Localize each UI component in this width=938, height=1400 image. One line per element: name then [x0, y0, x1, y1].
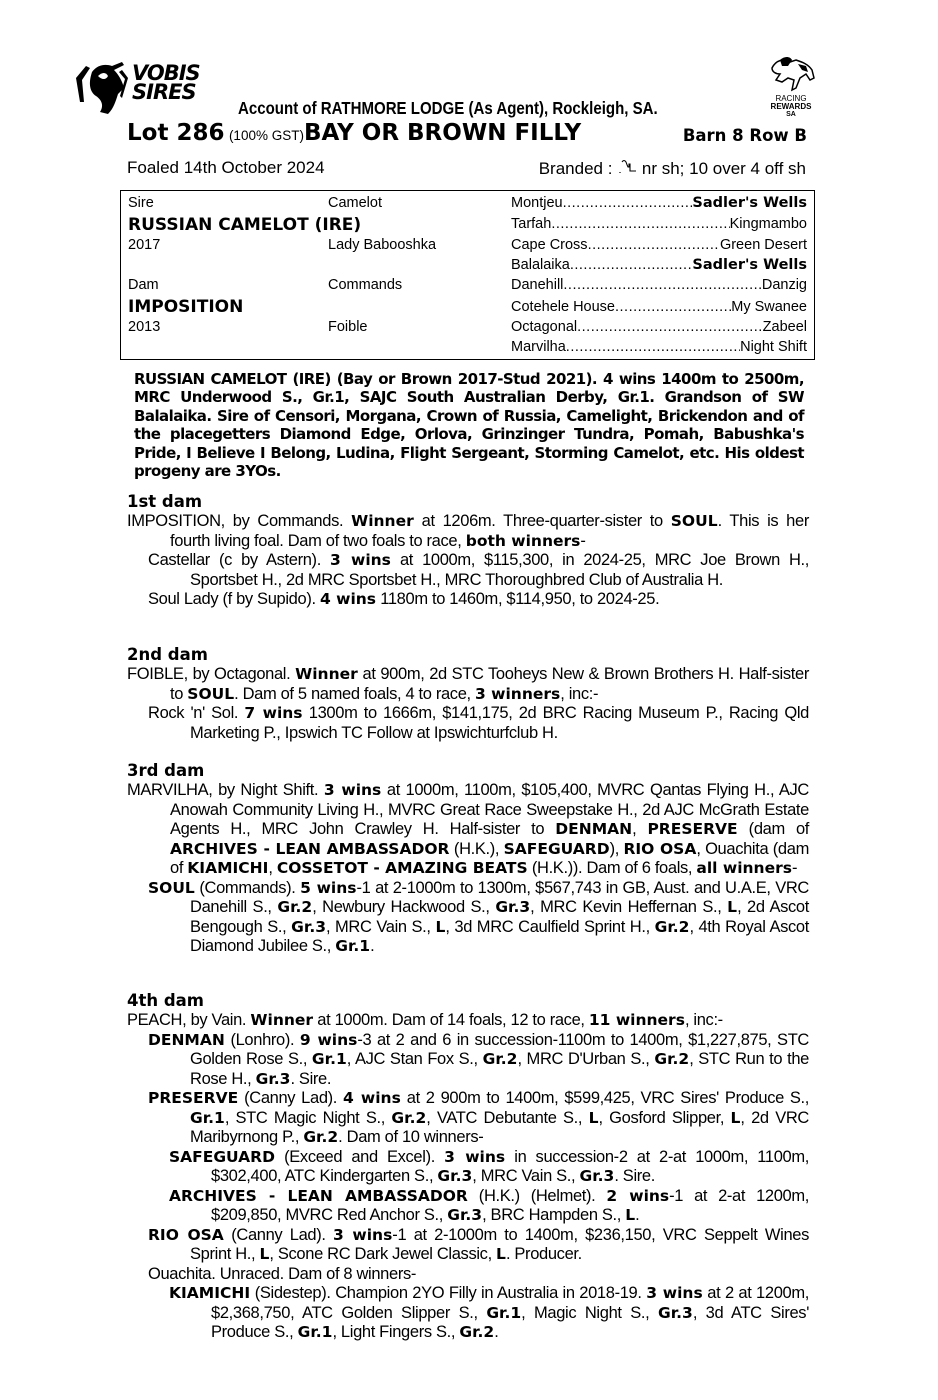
highlight-text: PRESERVE [148, 1089, 239, 1107]
highlight-text: Gr.3 [447, 1206, 483, 1224]
racehorse-icon [766, 54, 816, 94]
highlight-text: Gr.3 [437, 1167, 473, 1185]
highlight-text: 3 wins [444, 1147, 506, 1166]
highlight-text: Gr.2 [391, 1108, 427, 1127]
progeny-entry: Soul Lady (f by Supido). 4 wins 1180m to 1460m, $114,950, to 2024-25. [148, 590, 660, 608]
highlight-text: 3 wins [323, 781, 382, 799]
sire-label: Sire [128, 195, 154, 211]
highlight-text: 3 wins [333, 1225, 393, 1244]
gp-name: Marvilha [511, 339, 566, 355]
highlight-text: L [625, 1206, 636, 1224]
highlight-text: 9 wins [299, 1030, 358, 1049]
highlight-text: Gr.3 [495, 898, 531, 916]
grandparent-row [511, 195, 807, 211]
highlight-text: 3 winners [474, 684, 561, 703]
highlight-text: 11 winners [588, 1011, 685, 1029]
grandparent-row [511, 216, 807, 232]
grandparent-row [511, 339, 807, 355]
highlight-text: all winners [696, 859, 792, 877]
gp-sire: Danzig [761, 277, 807, 293]
highlight-text: Gr.3 [657, 1303, 693, 1322]
progeny-entry: RIO OSA (Canny Lad). 3 wins-1 at 2-1000m to 1400m, $236,150, VRC Seppelt Wines Sprint H., L, Scone RC Dark Jewel Classic, L. Producer. [148, 1225, 810, 1263]
barn-location: Barn 8 Row B [682, 126, 807, 145]
highlight-text: Gr.1 [486, 1303, 522, 1322]
section-4th-dam [127, 991, 809, 1343]
pedigree-table [120, 190, 815, 360]
dam-paragraph: PEACH, by Vain. Winner at 1000m. Dam of 14 foals, 12 to race, 11 winners, inc:- [127, 1011, 723, 1029]
section-title: 3rd dam [127, 761, 205, 780]
vobis-sires-logo [72, 58, 212, 116]
highlight-text: Gr.1 [190, 1108, 225, 1127]
logo-rewards-text: REWARDS [770, 102, 812, 111]
lot-heading [127, 120, 807, 150]
highlight-text: L [435, 917, 446, 936]
section-2nd-dam [127, 645, 809, 743]
branded-suffix: nr sh; 10 over 4 off sh [637, 159, 806, 178]
progeny-entry: DENMAN (Lonhro). 9 wins-3 at 2 and 6 in succession-1100m to 1400m, $1,227,875, STC Golden Rose S., Gr.1, AJC Stan Fox S., Gr.2, MRC D'Urban S., Gr.2, STC Run to the Rose H., Gr.3. Sire. [148, 1030, 809, 1088]
grandparent-row [511, 277, 807, 293]
gp-sire: Night Shift [740, 339, 807, 355]
highlight-text: DENMAN [555, 820, 633, 838]
dam-paragraph: FOIBLE, by Octagonal. Winner at 900m, 2d STC Tooheys New & Brown Brothers H. Half-sister to SOUL. Dam of 5 named foals, 4 to race, 3 winners, inc:- [127, 665, 809, 703]
gp-name: Balalaika [511, 257, 570, 273]
sire-dam: Lady Babooshka [328, 237, 437, 253]
highlight-text: Gr.3 [579, 1167, 615, 1185]
jockey-horse-icon [72, 58, 130, 116]
highlight-text: Gr.1 [335, 937, 371, 955]
dam-paragraph: IMPOSITION, by Commands. Winner at 1206m. Three-quarter-sister to SOUL. This is her fourth living foal. Dam of two foals to race, both winners- [127, 512, 809, 550]
highlight-text: SAFEGUARD [503, 839, 610, 858]
logo-sa-text: SA [786, 111, 796, 118]
highlight-text: 3 wins [330, 551, 391, 569]
gst-note: (100% GST) [228, 128, 304, 143]
lot-number: Lot 286 [127, 120, 225, 146]
lot-description: BAY OR BROWN FILLY [303, 120, 582, 146]
section-1st-dam [127, 492, 809, 610]
vobis-logo-line2: SIRES [132, 80, 196, 104]
gp-name: Tarfah [511, 216, 552, 232]
gp-sire: Zabeel [762, 319, 807, 335]
section-title: 1st dam [127, 492, 203, 511]
highlight-text: Gr.1 [311, 1050, 347, 1068]
progeny-entry: PRESERVE (Canny Lad). 4 wins at 2 900m to 1400m, $599,425, VRC Sires' Produce S., Gr.1, STC Magic Night S., Gr.2, VATC Debutante S., L, Gosford Slipper, L, 2d VRC Maribyrnong P., Gr.2. Dam of 10 winners- [148, 1089, 810, 1146]
sire-year: 2017 [128, 237, 161, 253]
highlight-text: RIO OSA [148, 1225, 224, 1244]
brand-mark-icon [617, 158, 637, 176]
progeny-entry: KIAMICHI (Sidestep). Champion 2YO Filly in Australia in 2018-19. 3 wins at 2 at 1200m, $2,368,750, ATC Golden Slipper S., Gr.1, Magic Night S., Gr.3, 3d ATC Sires' Produce S., Gr.1, Light Fingers S., Gr.2. [169, 1284, 809, 1341]
highlight-text: Gr.2 [654, 1050, 690, 1068]
highlight-text: ARCHIVES - LEAN AMBASSADOR [169, 1186, 468, 1205]
gp-name: Cotehele House [511, 299, 615, 315]
dam-dam: Foible [328, 319, 368, 335]
progeny-entry: SAFEGUARD (Exceed and Excel). 3 wins in succession-2 at 2-at 1000m, 1100m, $302,400, ATC Kindergarten S., Gr.3, MRC Vain S., Gr.3. Sire. [169, 1147, 809, 1185]
dam-label: Dam [128, 277, 159, 293]
progeny-entry: ARCHIVES - LEAN AMBASSADOR (H.K.) (Helmet). 2 wins-1 at 2-at 1200m, $209,850, MVRC Red Anchor S., Gr.3, BRC Hampden S., L. [169, 1186, 810, 1224]
highlight-text: 2 wins [606, 1186, 670, 1205]
section-title: 2nd dam [127, 645, 208, 664]
highlight-text: Gr.2 [459, 1323, 495, 1341]
section-3rd-dam [127, 761, 809, 957]
highlight-text: 4 wins [343, 1089, 401, 1107]
highlight-text: L [496, 1245, 506, 1263]
highlight-text: 3 wins [646, 1284, 703, 1302]
sire-sire: Camelot [328, 195, 382, 211]
gp-name: Cape Cross [511, 237, 588, 253]
gp-sire: Sadler's Wells [692, 195, 807, 211]
grandparent-row [511, 257, 807, 273]
highlight-text: 5 wins [300, 878, 357, 897]
highlight-text: both winners [465, 531, 581, 550]
vendor-account: Account of RATHMORE LODGE (As Agent), Rockleigh, SA. [238, 98, 658, 118]
grandparent-row [511, 237, 807, 253]
highlight-text: Gr.3 [291, 917, 326, 936]
logo-racing-text: RACING [775, 94, 807, 103]
dam-name: IMPOSITION [128, 297, 244, 317]
highlight-text: Winner [250, 1011, 314, 1029]
highlight-text: Gr.1 [297, 1323, 333, 1341]
highlight-text: Gr.2 [303, 1128, 339, 1146]
highlight-text: Winner [351, 512, 414, 530]
highlight-text: Gr.2 [277, 898, 313, 916]
progeny-entry: Castellar (c by Astern). 3 wins at 1000m, $115,300, in 2024-25, MRC Joe Brown H., Sportsbet H., 2d MRC Sportsbet H., MRC Thoroughbred Club of Australia H. [148, 551, 810, 589]
gp-sire: Green Desert [719, 237, 807, 253]
gp-sire: Sadler's Wells [692, 257, 807, 273]
highlight-text: RIO OSA [623, 839, 697, 858]
highlight-text: 4 wins [319, 590, 377, 608]
highlight-text: COSSETOT - AMAZING BEATS [276, 859, 528, 877]
branded-prefix: Branded : [538, 159, 618, 178]
highlight-text: SAFEGUARD [169, 1147, 275, 1166]
highlight-text: DENMAN [148, 1030, 225, 1049]
highlight-text: L [730, 1108, 741, 1127]
progeny-entry: SOUL (Commands). 5 wins-1 at 2-1000m to 1300m, $567,743 in GB, Aust. and U.A.E, VRC Danehill S., Gr.2, Newbury Hackwood S., Gr.3, MRC Kevin Heffernan S., L, 2d Ascot Bengough S., Gr.3, MRC Vain S., L, 3d MRC Caulfield Sprint H., Gr.2, 4th Royal Ascot Diamond Jubilee S., Gr.1. [148, 878, 809, 955]
highlight-text: Winner [295, 665, 358, 683]
gp-sire: Kingmambo [729, 216, 807, 232]
dam-sire: Commands [328, 277, 403, 293]
grandparent-row [511, 319, 807, 335]
highlight-text: SOUL [187, 684, 235, 703]
highlight-text: PRESERVE [647, 820, 738, 838]
grandparent-row [511, 299, 807, 315]
gp-name: Montjeu [511, 195, 563, 211]
highlight-text: 7 wins [244, 704, 303, 722]
gp-sire: My Swanee [731, 299, 807, 315]
dam-paragraph: MARVILHA, by Night Shift. 3 wins at 1000m, 1100m, $105,400, MVRC Qantas Flying H., AJC Anowah Community Living H., MVRC Great Race Sweepstake H., 2d AJC McGrath Estate Agents H., MRC John Crawley H. Half-sister to DENMAN, PRESERVE (dam of ARCHIVES - LEAN AMBASSADOR (H.K.), SAFEGUARD), RIO OSA, Ouachita (dam of KIAMICHI, COSSETOT - AMAZING BEATS (H.K.)). Dam of 6 foals, all winners- [127, 781, 810, 877]
section-title: 4th dam [127, 991, 204, 1010]
highlight-text: KIAMICHI [169, 1284, 251, 1302]
highlight-text: Gr.2 [482, 1050, 518, 1068]
highlight-text: L [588, 1108, 599, 1127]
highlight-text: KIAMICHI [187, 859, 269, 877]
highlight-text: SOUL [148, 878, 195, 897]
dam-year: 2013 [128, 319, 161, 335]
brand-info [508, 158, 806, 179]
progeny-entry: Rock 'n' Sol. 7 wins 1300m to 1666m, $141,175, 2d BRC Racing Museum P., Racing Qld Marketing P., Ipswich TC Follow at Ipswichturfclub H. [148, 704, 809, 742]
gp-name: Octagonal [511, 319, 578, 335]
foaled-date: Foaled 14th October 2024 [127, 158, 325, 177]
sire-summary: RUSSIAN CAMELOT (IRE) (Bay or Brown 2017-Stud 2021). 4 wins 1400m to 2500m, MRC Underwood S., Gr.1, SAJC South Australian Derby, Gr.1. Grandson of SW Balalaika. Sire of Censori, Morgana, Crown of Russia, Camelight, Brickendon and of the placegetters Diamond Edge, Orlova, Grinzinger Tundra, Pomah, Babushka's Pride, I Believe I Belong, Ludina, Flight Sergeant, Storming Camelot, etc. His oldest progeny are 3YOs. [134, 370, 804, 481]
highlight-text: L [259, 1245, 270, 1263]
progeny-entry: Ouachita. Unraced. Dam of 8 winners- [148, 1264, 417, 1283]
highlight-text: Gr.2 [654, 917, 690, 936]
vobis-logo-line1: VOBIS [132, 61, 200, 85]
gp-name: Danehill [511, 277, 564, 293]
sire-name: RUSSIAN CAMELOT (IRE) [128, 215, 362, 235]
racing-rewards-sa-logo [758, 54, 824, 124]
highlight-text: Gr.3 [255, 1069, 291, 1088]
highlight-text: SOUL [670, 512, 718, 530]
highlight-text: ARCHIVES - LEAN AMBASSADOR [170, 839, 450, 858]
highlight-text: L [727, 898, 738, 916]
